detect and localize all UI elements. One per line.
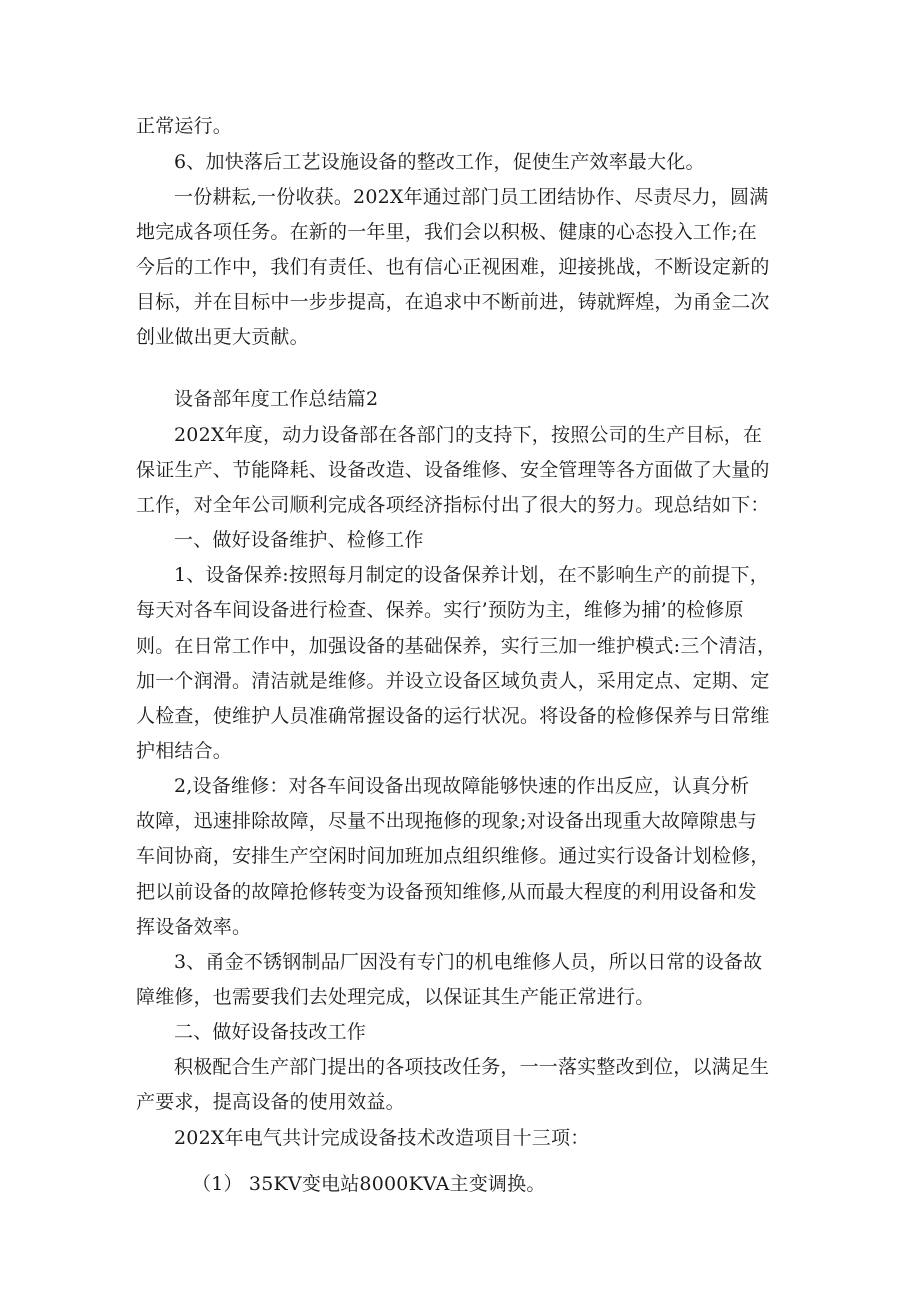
- paragraph-line: 今后的工作中，我们有责任、也有信心正视困难，迎接挑战，不断设定新的: [136, 256, 770, 278]
- paragraph-line: 一份耕耘,一份收获。202X年通过部门员工团结协作、尽责尽力，圆满: [174, 186, 769, 208]
- paragraph-line: 每天对各车间设备进行检查、保养。实行’预防为主，维修为捕’的检修原: [136, 599, 744, 621]
- paragraph-line: 积极配合生产部门提出的各项技改任务，一一落实整改到位，以满足生: [174, 1056, 770, 1078]
- paragraph-line: 创业做出更大贡献。: [136, 326, 309, 348]
- paragraph-line: 正常运行。: [136, 115, 233, 137]
- paragraph-line: 把以前设备的故障抢修转变为设备预知维修,从而最大程度的利用设备和发: [136, 881, 757, 903]
- paragraph-line: 挥设备效率。: [136, 916, 252, 938]
- paragraph-line: 工作，对全年公司顺利完成各项经济指标付出了很大的努力。现总结如下：: [136, 494, 770, 516]
- paragraph-line: 障维修，也需要我们去处理完成，以保证其生产能正常进行。: [136, 986, 655, 1008]
- paragraph-line: 2,设备维修：对各车间设备出现故障能够快速的作出反应，认真分析: [174, 775, 750, 797]
- paragraph-line: 保证生产、节能降耗、设备改造、设备维修、安全管理等各方面做了大量的: [136, 459, 770, 481]
- subheading: 二、做好设备技改工作: [174, 1021, 367, 1043]
- paragraph-line: 1、设备保养:按照每月制定的设备保养计划，在不影响生产的前提下，: [174, 564, 769, 586]
- paragraph-line: 202X年电气共计完成设备技术改造项目十三项：: [174, 1127, 590, 1149]
- paragraph-line: 故障，迅速排除故障，尽量不出现拖修的现象;对设备出现重大故障隙患与: [136, 810, 758, 832]
- subheading: 一、做好设备维护、检修工作: [174, 529, 424, 551]
- paragraph-line: 地完成各项任务。在新的一年里，我们会以积极、健康的心态投入工作;在: [136, 221, 758, 243]
- paragraph-line: 202X年度，动力设备部在各部门的支持下，按照公司的生产目标，在: [174, 424, 763, 446]
- paragraph-line: 车间协商，安排生产空闲时间加班加点组织维修。通过实行设备计划检修，: [136, 845, 770, 867]
- paragraph-line: 目标，并在目标中一步步提高，在追求中不断前进，铸就辉煌，为甬金二次: [136, 291, 770, 313]
- list-item: （1） 35KV变电站8000KVA主变调换。: [192, 1173, 546, 1195]
- paragraph-line: 则。在日常工作中，加强设备的基础保养，实行三加一维护模式:三个清洁，: [136, 635, 777, 657]
- paragraph-line: 产要求，提高设备的使用效益。: [136, 1091, 405, 1113]
- paragraph-line: 6、加快落后工艺设施设备的整改工作，促使生产效率最大化。: [174, 151, 705, 173]
- section-heading: 设备部年度工作总结篇2: [174, 388, 379, 410]
- paragraph-line: 加一个润滑。清洁就是维修。并设立设备区域负责人，采用定点、定期、定: [136, 670, 770, 692]
- paragraph-line: 护相结合。: [136, 740, 233, 762]
- paragraph-line: 人检查，使维护人员准确常握设备的运行状况。将设备的检修保养与日常维: [136, 705, 770, 727]
- paragraph-line: 3、甬金不锈钢制品厂因没有专门的机电维修人员，所以日常的设备故: [174, 951, 763, 973]
